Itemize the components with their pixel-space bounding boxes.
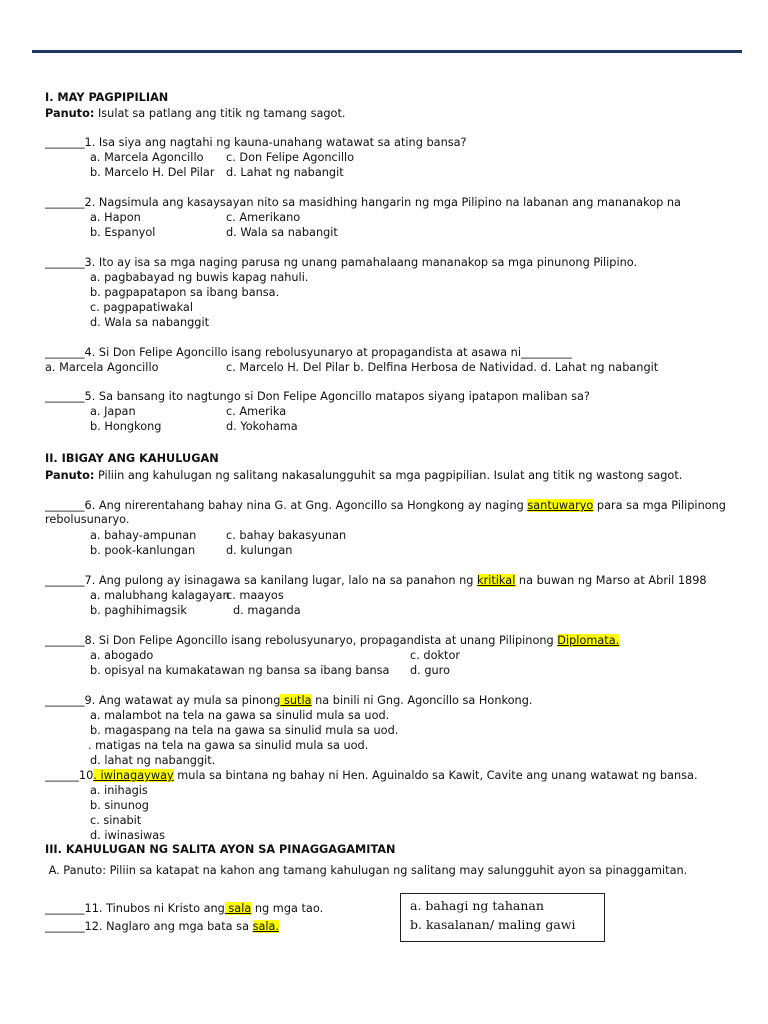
q10-option-c: c. sinabit [90,814,142,827]
q7-option-d: d. maganda [233,604,301,617]
q7-stem: _______7. Ang pulong ay isinagawa sa kanilang lugar, lalo na sa panahon ng kritikal na buwan ng Marso at Abril 1898 [45,574,707,587]
q5-option-d: d. Yokohama [226,420,298,433]
q10-option-a: a. inihagis [90,784,148,797]
q1-option-d: d. Lahat ng nabangit [226,166,344,179]
q9-keyword: sutla [280,694,312,707]
section-1-instructions: Panuto: Isulat sa patlang ang titik ng tamang sagot. [45,107,346,120]
q3-option-c: c. pagpapatiwakal [90,301,193,314]
q5-option-a: a. Japan [90,405,136,418]
q10-keyword: . iwinagayway [93,769,174,782]
q1-stem: _______1. Isa siya ang nagtahi ng kauna-unahang watawat sa ating bansa? [45,136,467,149]
section-1-title: I. MAY PAGPIPILIAN [45,91,169,104]
answer-choice-b: b. kasalanan/ maling gawi [410,917,576,932]
section-2-instructions: Panuto: Piliin ang kahulugan ng salitang nakasalungguhit sa mga pagpipilian. Isulat ang titik ng wastong sagot. [45,469,683,482]
q1-option-b: b. Marcelo H. Del Pilar [90,166,215,179]
q9-option-c: . matigas na tela na gawa sa sinulid mula sa uod. [88,739,369,752]
q10-option-b: b. sinunog [90,799,149,812]
q3-option-d: d. Wala sa nabanggit [90,316,210,329]
q6-option-a: a. bahay-ampunan [90,529,197,542]
q12-keyword: sala. [252,920,280,933]
q6-stem: _______6. Ang nirerentahang bahay nina G. at Gng. Agoncillo sa Hongkong ay naging santuwaryo para sa mga Pilipinong [45,499,726,512]
q11-stem: _______11. Tinubos ni Kristo ang sala ng mga tao. [45,902,324,915]
q7-option-c: c. maayos [226,589,284,602]
q2-option-d: d. Wala sa nabangit [226,226,338,239]
q3-stem: _______3. Ito ay isa sa mga naging parusa ng unang pamahalaang mananakop sa mga pinunong Pilipino. [45,256,638,269]
q8-option-a: a. abogado [90,649,154,662]
q8-option-b: b. opisyal na kumakatawan ng bansa sa ibang bansa [90,664,390,677]
q9-option-b: b. magaspang na tela na gawa sa sinulid mula sa uod. [90,724,399,737]
q8-option-c: c. doktor [410,649,461,662]
q5-stem: _______5. Sa bansang ito nagtungo si Don Felipe Agoncillo matapos siyang ipatapon maliban sa? [45,390,590,403]
q2-stem: _______2. Nagsimula ang kasaysayan nito sa masidhing hangarin ng mga Pilipino na labanan ang mananakop na [45,196,681,209]
q5-option-b: b. Hongkong [90,420,162,433]
answer-choices-box [400,893,605,942]
q3-option-a: a. pagbabayad ng buwis kapag nahuli. [90,271,309,284]
q1-option-c: c. Don Felipe Agoncillo [226,151,355,164]
q4-option-a: a. Marcela Agoncillo [45,361,159,374]
q2-option-c: c. Amerikano [226,211,301,224]
section-3-title: III. KAHULUGAN NG SALITA AYON SA PINAGGAGAMITAN [45,843,396,856]
q1-option-a: a. Marcela Agoncillo [90,151,204,164]
q6-stem-continued: rebolusunaryo. [45,513,130,526]
section-2-title: II. IBIGAY ANG KAHULUGAN [45,452,219,465]
q8-option-d: d. guro [410,664,450,677]
q10-option-d: d. iwinasiwas [90,829,166,842]
q12-stem: _______12. Naglaro ang mga bata sa sala. [45,920,280,933]
q9-stem: _______9. Ang watawat ay mula sa pinong sutla na binili ni Gng. Agoncillo sa Honkong. [45,694,533,707]
q11-keyword: sala [224,902,252,915]
q4-options-rest: c. Marcelo H. Del Pilar b. Delfina Herbosa de Natividad. d. Lahat ng nabangit [226,361,659,374]
q7-option-a: a. malubhang kalagayan [90,589,230,602]
q5-option-c: c. Amerika [226,405,287,418]
q3-option-b: b. pagpapatapon sa ibang bansa. [90,286,280,299]
q2-option-a: a. Hapon [90,211,141,224]
q8-keyword: Diplomata. [557,634,620,647]
q7-keyword: kritikal [477,574,516,587]
q2-option-b: b. Espanyol [90,226,156,239]
q6-option-d: d. kulungan [226,544,293,557]
q4-stem: _______4. Si Don Felipe Agoncillo isang rebolusyunaryo at propagandista at asawa ni_________ [45,346,572,359]
q6-option-c: c. bahay bakasyunan [226,529,347,542]
top-rule [32,50,742,53]
section-3-instructions: A. Panuto: Piliin sa katapat na kahon ang tamang kahulugan ng salitang may salungguhit ayon sa pinaggamitan. [45,864,688,877]
q9-option-d: d. lahat ng nabanggit. [90,754,216,767]
q6-option-b: b. pook-kanlungan [90,544,196,557]
q8-stem: _______8. Si Don Felipe Agoncillo isang rebolusyunaryo, propagandista at unang Pilipinong Diplomata. [45,634,620,647]
answer-choice-a: a. bahagi ng tahanan [410,898,544,913]
q9-option-a: a. malambot na tela na gawa sa sinulid mula sa uod. [90,709,390,722]
q10-stem: ______10. iwinagayway mula sa bintana ng bahay ni Hen. Aguinaldo sa Kawit, Cavite ang unang watawat ng bansa. [45,769,698,782]
q6-keyword: santuwaryo [527,499,594,512]
q7-option-b: b. paghihimagsik [90,604,187,617]
